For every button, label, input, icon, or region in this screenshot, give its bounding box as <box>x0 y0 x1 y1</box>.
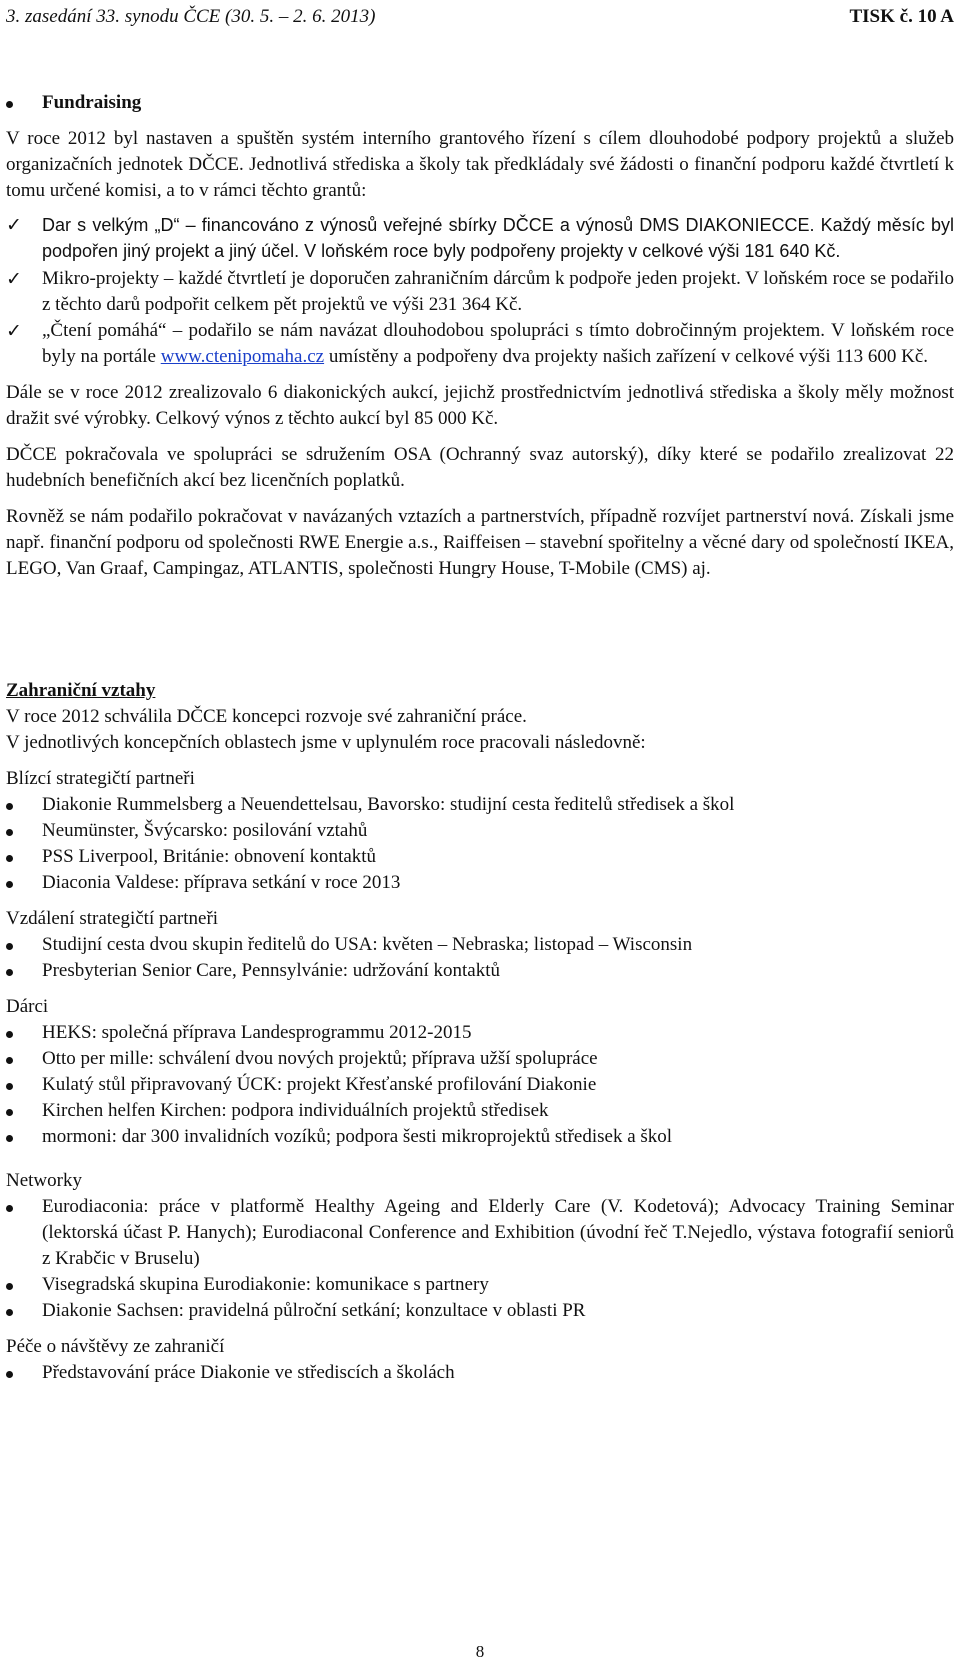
bullet-icon <box>6 1083 13 1090</box>
bullet-icon <box>6 1135 13 1142</box>
bullet-icon <box>6 1057 13 1064</box>
list-item: Eurodiaconia: práce v platformě Healthy Ageing and Elderly Care (V. Kodetová); Advocacy Training Seminar (lektorská účast P. Hanych); Eurodiaconal Conference and Exhibition (úvodní řeč T.Nejedlo, výstava fotografií seniorů z Krabčic v Bruselu) <box>6 1194 954 1272</box>
foreign-relations-section <box>6 678 954 1386</box>
list-item: HEKS: společná příprava Landesprogrammu 2012-2015 <box>6 1020 954 1046</box>
list-item: Neumünster, Švýcarsko: posilování vztahů <box>6 818 954 844</box>
partners-paragraph: Rovněž se nám podařilo pokračovat v navázaných vztazích a partnerstvích, případně rozvíjet partnerství nová. Získali jsme např. finanční podporu od společnosti RWE Energie a.s., Raiffeisen – stavební spořitelny a věcné dary od společností IKEA, LEGO, Van Graaf, Campingaz, ATLANTIS, společnosti Hungry House, T-Mobile (CMS) aj. <box>6 506 954 579</box>
list-item: PSS Liverpool, Británie: obnovení kontaktů <box>6 844 954 870</box>
bullet-icon <box>6 969 13 976</box>
page-header <box>6 6 954 32</box>
list-item: Diaconia Valdese: příprava setkání v roce 2013 <box>6 870 954 896</box>
auctions-paragraph: Dále se v roce 2012 zrealizovalo 6 diakonických aukcí, jejichž prostřednictvím jednotlivá střediska a školy měly možnost dražit své výrobky. Celkový výnos z těchto aukcí byl 85 000 Kč. <box>6 382 954 429</box>
grant-item-dar: ✓ Dar s velkým „D“ – financováno z výnosů veřejné sbírky DČCE a výnosů DMS DIAKONIECCE. Každý měsíc byl podpořen jiný projekt a jiný účel. V loňském roce byly podpořeny projekty v celkové výši 181 640 Kč. <box>6 214 954 261</box>
bullet-icon <box>6 101 13 108</box>
group-label: Networky <box>6 1170 82 1191</box>
list-item: Presbyterian Senior Care, Pennsylvánie: udržování kontaktů <box>6 958 954 984</box>
grant-item-cteni: ✓ „Čtení pomáhá“ – podařilo se nám navázat dlouhodobou spolupráci s tímto dobročinným projektem. V loňském roce byly na portále www.ctenipomaha.cz umístěny a podpořeny dva projekty našich zařízení v celkové výši 113 600 Kč. <box>6 320 954 367</box>
group-label: Dárci <box>6 996 49 1017</box>
ctenipomaha-link[interactable]: www.ctenipomaha.cz <box>160 346 325 367</box>
header-print-number: TISK č. 10 A <box>849 6 954 27</box>
bullet-icon <box>6 1309 13 1316</box>
header-session-title: 3. zasedání 33. synodu ČCE (30. 5. – 2. 6. 2013) <box>6 6 376 27</box>
bullet-icon <box>6 829 13 836</box>
foreign-relations-heading: Zahraniční vztahy <box>6 680 156 701</box>
group-label: Blízcí strategičtí partneři <box>6 768 195 789</box>
list-item: Diakonie Rummelsberg a Neuendettelsau, Bavorsko: studijní cesta ředitelů středisek a škol <box>6 792 954 818</box>
fundraising-intro: V roce 2012 byl nastaven a spuštěn systém interního grantového řízení s cílem dlouhodobé podpory projektů a služeb organizačních jednotek DČCE. Jednotlivá střediska a školy tak předkládaly své žádosti o finanční podporu každé čtvrtletí k tomu určené komisi, a to v rámci těchto grantů: <box>6 128 954 201</box>
bullet-icon <box>6 1031 13 1038</box>
bullet-icon <box>6 881 13 888</box>
bullet-icon <box>6 1283 13 1290</box>
checkmark-icon: ✓ <box>6 268 22 290</box>
checkmark-icon: ✓ <box>6 320 22 342</box>
grant-item-mikro: ✓ Mikro-projekty – každé čtvrtletí je doporučen zahraničním dárcům k podpoře jeden projekt. V loňském roce se podařilo z těchto darů podpořit celkem pět projektů ve výši 231 364 Kč. <box>6 268 954 315</box>
bullet-icon <box>6 943 13 950</box>
list-item: Kulatý stůl připravovaný ÚCK: projekt Křesťanské profilování Diakonie <box>6 1072 954 1098</box>
list-item: Diakonie Sachsen: pravidelná půlroční setkání; konzultace v oblasti PR <box>6 1298 954 1324</box>
list-item: mormoni: dar 300 invalidních vozíků; podpora šesti mikroprojektů středisek a škol <box>6 1124 954 1150</box>
fundraising-heading: Fundraising <box>6 90 954 116</box>
group-label: Vzdálení strategičtí partneři <box>6 908 219 929</box>
list-item: Studijní cesta dvou skupin ředitelů do USA: květen – Nebraska; listopad – Wisconsin <box>6 932 954 958</box>
bullet-icon <box>6 1109 13 1116</box>
bullet-icon <box>6 1371 13 1378</box>
page-number: 8 <box>475 1642 485 1661</box>
fundraising-section <box>6 90 954 582</box>
list-item: Otto per mille: schválení dvou nových projektů; příprava užší spolupráce <box>6 1046 954 1072</box>
bullet-icon <box>6 855 13 862</box>
grant-list <box>6 212 954 370</box>
foreign-line-2: V jednotlivých koncepčních oblastech jsme v uplynulém roce pracovali následovně: <box>6 732 646 753</box>
list-item: Kirchen helfen Kirchen: podpora individuálních projektů středisek <box>6 1098 954 1124</box>
list-item: Představování práce Diakonie ve střediscích a školách <box>6 1360 954 1386</box>
group-label: Péče o návštěvy ze zahraničí <box>6 1336 225 1357</box>
osa-paragraph: DČCE pokračovala ve spolupráci se sdružením OSA (Ochranný svaz autorský), díky které se podařilo zrealizovat 22 hudebních benefičních akcí bez licenčních poplatků. <box>6 444 954 491</box>
list-item: Visegradská skupina Eurodiakonie: komunikace s partnery <box>6 1272 954 1298</box>
foreign-line-1: V roce 2012 schválila DČCE koncepci rozvoje své zahraniční práce. <box>6 706 527 727</box>
bullet-icon <box>6 803 13 810</box>
checkmark-icon: ✓ <box>6 214 22 236</box>
bullet-icon <box>6 1205 13 1212</box>
